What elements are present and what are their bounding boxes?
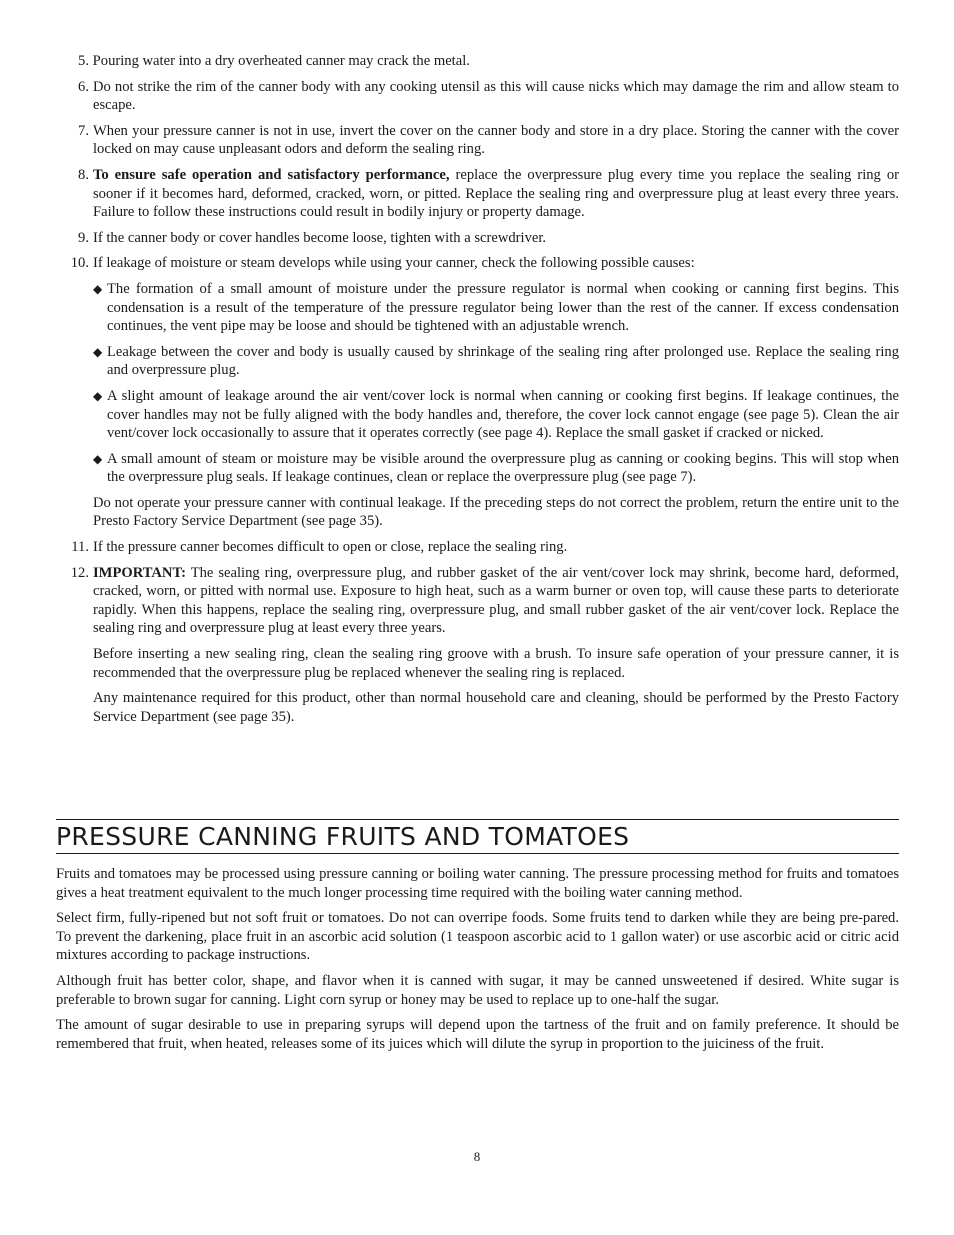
list-item-5 (56, 52, 899, 71)
bullet-item (93, 343, 899, 380)
item-number: 7. (78, 122, 89, 139)
section-body (56, 865, 899, 1060)
diamond-bullet-icon: ◆ (93, 344, 103, 359)
item-text: When your pressure canner is not in use, invert the cover on the canner body and store in a dry place. Storing the canner with the cover locked on may cause unpleasant odors and deform the sealing ring. (93, 122, 899, 158)
maintenance-list (56, 52, 899, 733)
paragraph: Fruits and tomatoes may be processed using pressure canning or boiling water canning. The pressure processing method for fruits and tomatoes gives a heat treatment equivalent to the much longer processing time required with the boiling water canning method. (56, 866, 899, 901)
item-number: 8. (78, 166, 89, 183)
leak-causes-list (93, 280, 899, 487)
bullet-text: A small amount of steam or moisture may be visible around the overpressure plug as canning or cooking begins. This will stop when the overpressure plug seals. If leakage continues, clean or replace the overpressure plug (see page 7). (107, 450, 899, 486)
list-item-9 (56, 229, 899, 248)
item-text: If leakage of moisture or steam develops while using your canner, check the following possible causes: (93, 255, 695, 272)
list-item-7 (56, 122, 899, 159)
list-item-8 (56, 166, 899, 222)
section-title: PRESSURE CANNING FRUITS AND TOMATOES (56, 822, 630, 851)
list-item-11 (56, 538, 899, 557)
item-bold-lead: To ensure safe operation and satisfactory performance, (93, 166, 450, 183)
item-text: Pouring water into a dry overheated canner may crack the metal. (92, 53, 470, 69)
item-number: 12. (70, 564, 89, 581)
bullet-text: A slight amount of leakage around the air vent/cover lock is normal when canning or cooking first begins. If leakage continues, the cover handles may not be fully aligned with the body handles and, therefore, the cover lock cannot engage (see page 5). Clean the air vent/cover lock occasionally to assure that it operates correctly (see page 4). Replace the small gasket if cracked or nicked. (107, 387, 899, 442)
diamond-bullet-icon: ◆ (93, 451, 103, 466)
item-text: replace the overpressure plug every time you replace the sealing ring or sooner if it becomes hard, deformed, cracked, worn, or pitted. Replace the sealing ring and overpressure plug at least every three years. Failure to follow these instructions could result in bodily injury or property damage. (93, 166, 899, 221)
item-bold-lead: IMPORTANT: (93, 564, 186, 581)
item-extra-paragraph: Before inserting a new sealing ring, clean the sealing ring groove with a brush. To insure safe operation of your pressure canner, it is recommended that the overpressure plug be replaced whenever the sealing ring is replaced. (93, 646, 899, 681)
item-number: 6. (78, 78, 89, 95)
bullet-item (93, 280, 899, 336)
leakage-warning: Do not operate your pressure canner with continual leakage. If the preceding steps do not correct the problem, return the entire unit to the Presto Factory Service Department (see page 35). (93, 494, 899, 530)
bullet-item (93, 450, 899, 487)
list-item-12 (56, 564, 899, 727)
item-number: 9. (78, 229, 89, 246)
section-heading (56, 819, 899, 854)
item-text: If the pressure canner becomes difficult to open or close, replace the sealing ring. (93, 539, 568, 556)
item-number: 11. (71, 539, 89, 556)
item-text: If the canner body or cover handles become loose, tighten with a screwdriver. (93, 229, 547, 246)
paragraph: Select firm, fully-ripened but not soft fruit or tomatoes. Do not can overripe foods. Some fruits tend to darken while they are being pre-pared. To prevent the darkening, place fruit in an ascorbic acid solution (1 teaspoon ascorbic acid to 1 gallon water) or use ascorbic acid or citric acid mixtures according to package instructions. (56, 910, 899, 964)
item-text: Do not strike the rim of the canner body with any cooking utensil as this will cause nicks which may damage the rim and allow steam to escape. (93, 78, 899, 114)
list-item-6 (56, 78, 899, 115)
paragraph: The amount of sugar desirable to use in preparing syrups will depend upon the tartness of the fruit and on family preference. It should be remembered that fruit, when heated, releases some of its juices which will dilute the syrup in proportion to the juiciness of the fruit. (56, 1017, 899, 1052)
item-extra-paragraph: Any maintenance required for this product, other than normal household care and cleaning, should be performed by the Presto Factory Service Department (see page 35). (93, 690, 899, 725)
bullet-text: Leakage between the cover and body is usually caused by shrinkage of the sealing ring after prolonged use. Replace the sealing ring and overpressure plug. (107, 343, 899, 379)
item-number: 10. (70, 255, 89, 272)
list-item-10 (56, 254, 899, 531)
item-text: The sealing ring, overpressure plug, and rubber gasket of the air vent/cover lock may shrink, become hard, deformed, cracked, worn, or pitted with normal use. Exposure to high heat, such as a warm burner or oven top, will cause these parts to deteriorate rapidly. When this happens, replace the sealing ring, overpressure plug, and small rubber gasket of the air vent/cover lock. Replace the sealing ring and overpressure plug at least every three years. (93, 564, 899, 637)
paragraph: Although fruit has better color, shape, and flavor when it is canned with sugar, it may be canned unsweetened if desired. White sugar is preferable to brown sugar for canning. Light corn syrup or honey may be used to replace up to one-half the sugar. (56, 972, 899, 1008)
item-number: 5. (78, 53, 89, 69)
diamond-bullet-icon: ◆ (93, 281, 103, 296)
bullet-item (93, 387, 899, 443)
diamond-bullet-icon: ◆ (93, 388, 103, 403)
bullet-text: The formation of a small amount of moisture under the pressure regulator is normal when cooking or canning first begins. This condensation is a result of the temperature of the pressure regulator being lower than the rest of the canner. If excess condensation continues, the vent pipe may be loose and should be tightened with an adjustable wrench. (107, 280, 899, 335)
page-number: 8 (473, 1149, 481, 1164)
